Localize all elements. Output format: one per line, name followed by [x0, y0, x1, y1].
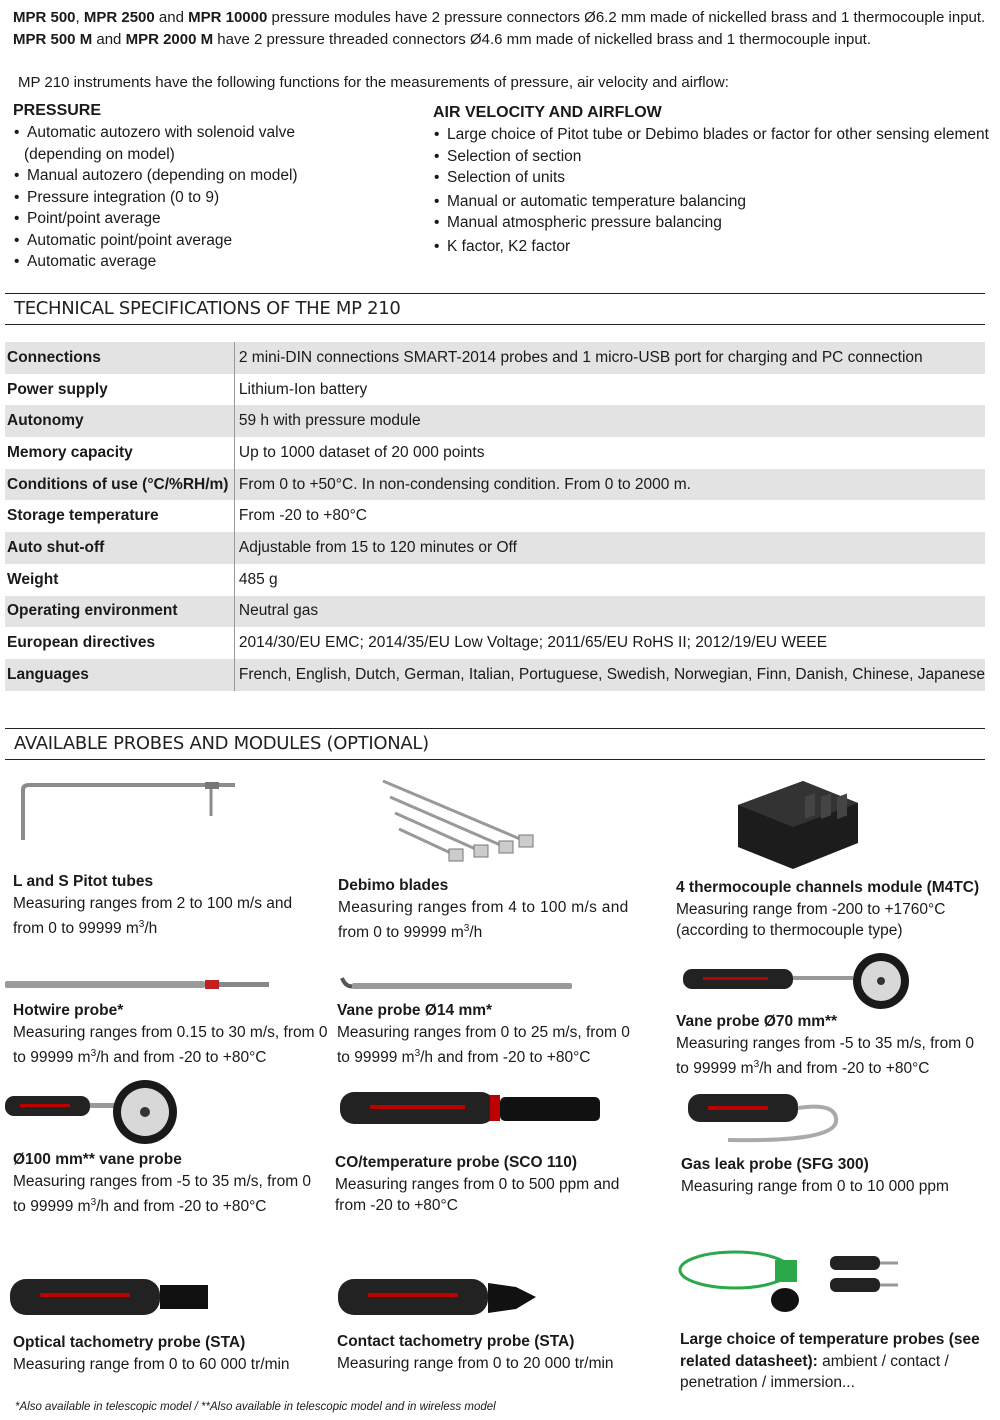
sfg300-probe-item: Gas leak probe (SFG 300) Measuring range from 0 to 10 000 ppm [681, 1156, 949, 1195]
spec-value: 2014/30/EU EMC; 2014/35/EU Low Voltage; 2011/65/EU RoHS II; 2012/19/EU WEEE [238, 634, 828, 652]
specs-table [5, 342, 985, 691]
spec-value: From 0 to +50°C. In non-condensing condition. From 0 to 2000 m. [234, 469, 985, 501]
probes-section-title: AVAILABLE PROBES AND MODULES (OPTIONAL) [5, 728, 985, 760]
list-item: • Large choice of Pitot tube or Debimo blades or factor for other sensing element [433, 124, 993, 146]
list-item: • Automatic average [13, 251, 413, 273]
temperature-probes-item: Large choice of temperature probes (see related datasheet): ambient / contact / penetration / immersion... [680, 1331, 980, 1391]
spec-label: Conditions of use (°C/%RH/m) [5, 469, 234, 501]
table-row [5, 627, 985, 659]
debimo-blades-image [375, 775, 575, 865]
spec-label: Storage temperature [5, 500, 234, 532]
table-row [5, 659, 985, 691]
spec-label: Weight [5, 564, 234, 596]
spec-label: Autonomy [5, 405, 234, 437]
vane14-probe-item: Vane probe Ø14 mm* Measuring ranges from 0 to 25 m/s, from 0 to 99999 $m^3/h$ and from -20 to +80°C [337, 1002, 630, 1067]
contact-tachometry-item: Contact tachometry probe (STA) Measuring range from 0 to 20 000 tr/min [337, 1333, 614, 1372]
spec-value: French, English, Dutch, German, Italian, Portuguese, Swedish, Norwegian, Finn, Danish, Chinese, Japanese [234, 659, 985, 691]
contact-tachometry-image [338, 1275, 538, 1325]
m4tc-module-item: 4 thermocouple channels module (M4TC) Measuring range from -200 to +1760°C (according to thermocouple type) [676, 879, 980, 939]
list-item-continuation: (depending on model) [24, 145, 175, 163]
spec-value: Lithium-Ion battery [238, 380, 368, 398]
spec-label: Memory capacity [5, 437, 234, 469]
spec-value: Neutral gas [234, 596, 985, 628]
spec-value: 485 g [238, 570, 278, 588]
vane70-probe-image [683, 955, 913, 1015]
list-item: • Automatic point/point average [13, 230, 413, 252]
table-row [5, 564, 985, 596]
list-item: • Manual autozero (depending on model) [13, 165, 413, 187]
table-row [5, 405, 985, 437]
table-row [5, 532, 985, 564]
spec-label: Auto shut-off [5, 532, 234, 564]
air-functions [433, 103, 993, 257]
air-heading: AIR VELOCITY AND AIRFLOW [433, 104, 662, 121]
table-row [5, 437, 985, 469]
list-item: • K factor, K2 factor [433, 236, 993, 258]
list-item: • Point/point average [13, 208, 413, 230]
spec-value: Up to 1000 dataset of 20 000 points [238, 443, 485, 461]
pitot-tube-image [15, 780, 245, 850]
sfg300-probe-image [688, 1092, 848, 1152]
spec-label: Connections [5, 342, 234, 374]
sco110-probe-item: CO/temperature probe (SCO 110) Measuring ranges from 0 to 500 ppm and from -20 to +80°C [335, 1154, 620, 1214]
table-row [5, 469, 985, 501]
m4tc-module-image [733, 773, 863, 873]
pressure-functions [13, 101, 413, 273]
spec-label: Operating environment [5, 596, 234, 628]
list-item: • Manual atmospheric pressure balancing [433, 212, 993, 234]
pressure-heading: PRESSURE [13, 102, 102, 119]
specs-section-title: TECHNICAL SPECIFICATIONS OF THE MP 210 [5, 293, 985, 325]
table-row [5, 374, 985, 406]
vane14-probe-image [340, 972, 580, 998]
table-row [5, 500, 985, 532]
list-item: • Manual or automatic temperature balancing [433, 191, 993, 213]
sco110-probe-image [340, 1090, 610, 1130]
spec-label: Power supply [5, 374, 234, 406]
table-row [5, 342, 985, 374]
list-item: • Selection of units [433, 167, 993, 189]
optical-tachometry-item: Optical tachometry probe (STA) Measuring range from 0 to 60 000 tr/min [13, 1334, 290, 1373]
temperature-probes-image [680, 1240, 900, 1330]
spec-value: 2 mini-DIN connections SMART-2014 probes and 1 micro-USB port for charging and PC connection [234, 342, 985, 374]
list-item: • Pressure integration (0 to 9) [13, 187, 413, 209]
spec-value: Adjustable from 15 to 120 minutes or Off [234, 532, 985, 564]
list-item: • Automatic autozero with solenoid valve [13, 122, 413, 144]
pitot-tubes-item: L and S Pitot tubes Measuring ranges from 2 to 100 m/s and from 0 to 99999 $m^3/h$ [13, 873, 293, 938]
list-item: • Selection of section [433, 146, 993, 168]
vane100-probe-image [5, 1078, 175, 1148]
spec-label: Languages [5, 659, 234, 691]
intro-line-2: MPR 500 M and MPR 2000 M have 2 pressure threaded connectors Ø4.6 mm made of nickelled brass and 1 thermocouple input. [13, 31, 871, 48]
spec-value: 59 h with pressure module [234, 405, 985, 437]
footnote: *Also available in telescopic model / **Also available in telescopic model and in wireless model [15, 1401, 496, 1413]
debimo-blades-item: Debimo blades Measuring ranges from 4 to 100 m/s and from 0 to 99999 $m^3/h$ [338, 877, 629, 942]
vane100-probe-item: Ø100 mm** vane probe Measuring ranges from -5 to 35 m/s, from 0 to 99999 $m^3/h$ and from -20 to +80°C [13, 1151, 312, 1216]
spec-value: From -20 to +80°C [238, 507, 367, 525]
hotwire-probe-item: Hotwire probe* Measuring ranges from 0.15 to 30 m/s, from 0 to 99999 $m^3/h$ and from -20 to +80°C [13, 1002, 328, 1067]
spec-label: European directives [5, 627, 234, 659]
intro-line-3: MP 210 instruments have the following functions for the measurements of pressure, air velocity and airflow: [18, 74, 729, 91]
vane70-probe-item: Vane probe Ø70 mm** Measuring ranges from -5 to 35 m/s, from 0 to 99999 $m^3/h$ and from -20 to +80°C [676, 1013, 975, 1078]
optical-tachometry-image [10, 1275, 210, 1320]
table-row [5, 596, 985, 628]
intro-line-1: MPR 500, MPR 2500 and MPR 10000 pressure modules have 2 pressure connectors Ø6.2 mm made of nickelled brass and 1 thermocouple input. [13, 9, 986, 26]
hotwire-probe-image [5, 975, 275, 995]
